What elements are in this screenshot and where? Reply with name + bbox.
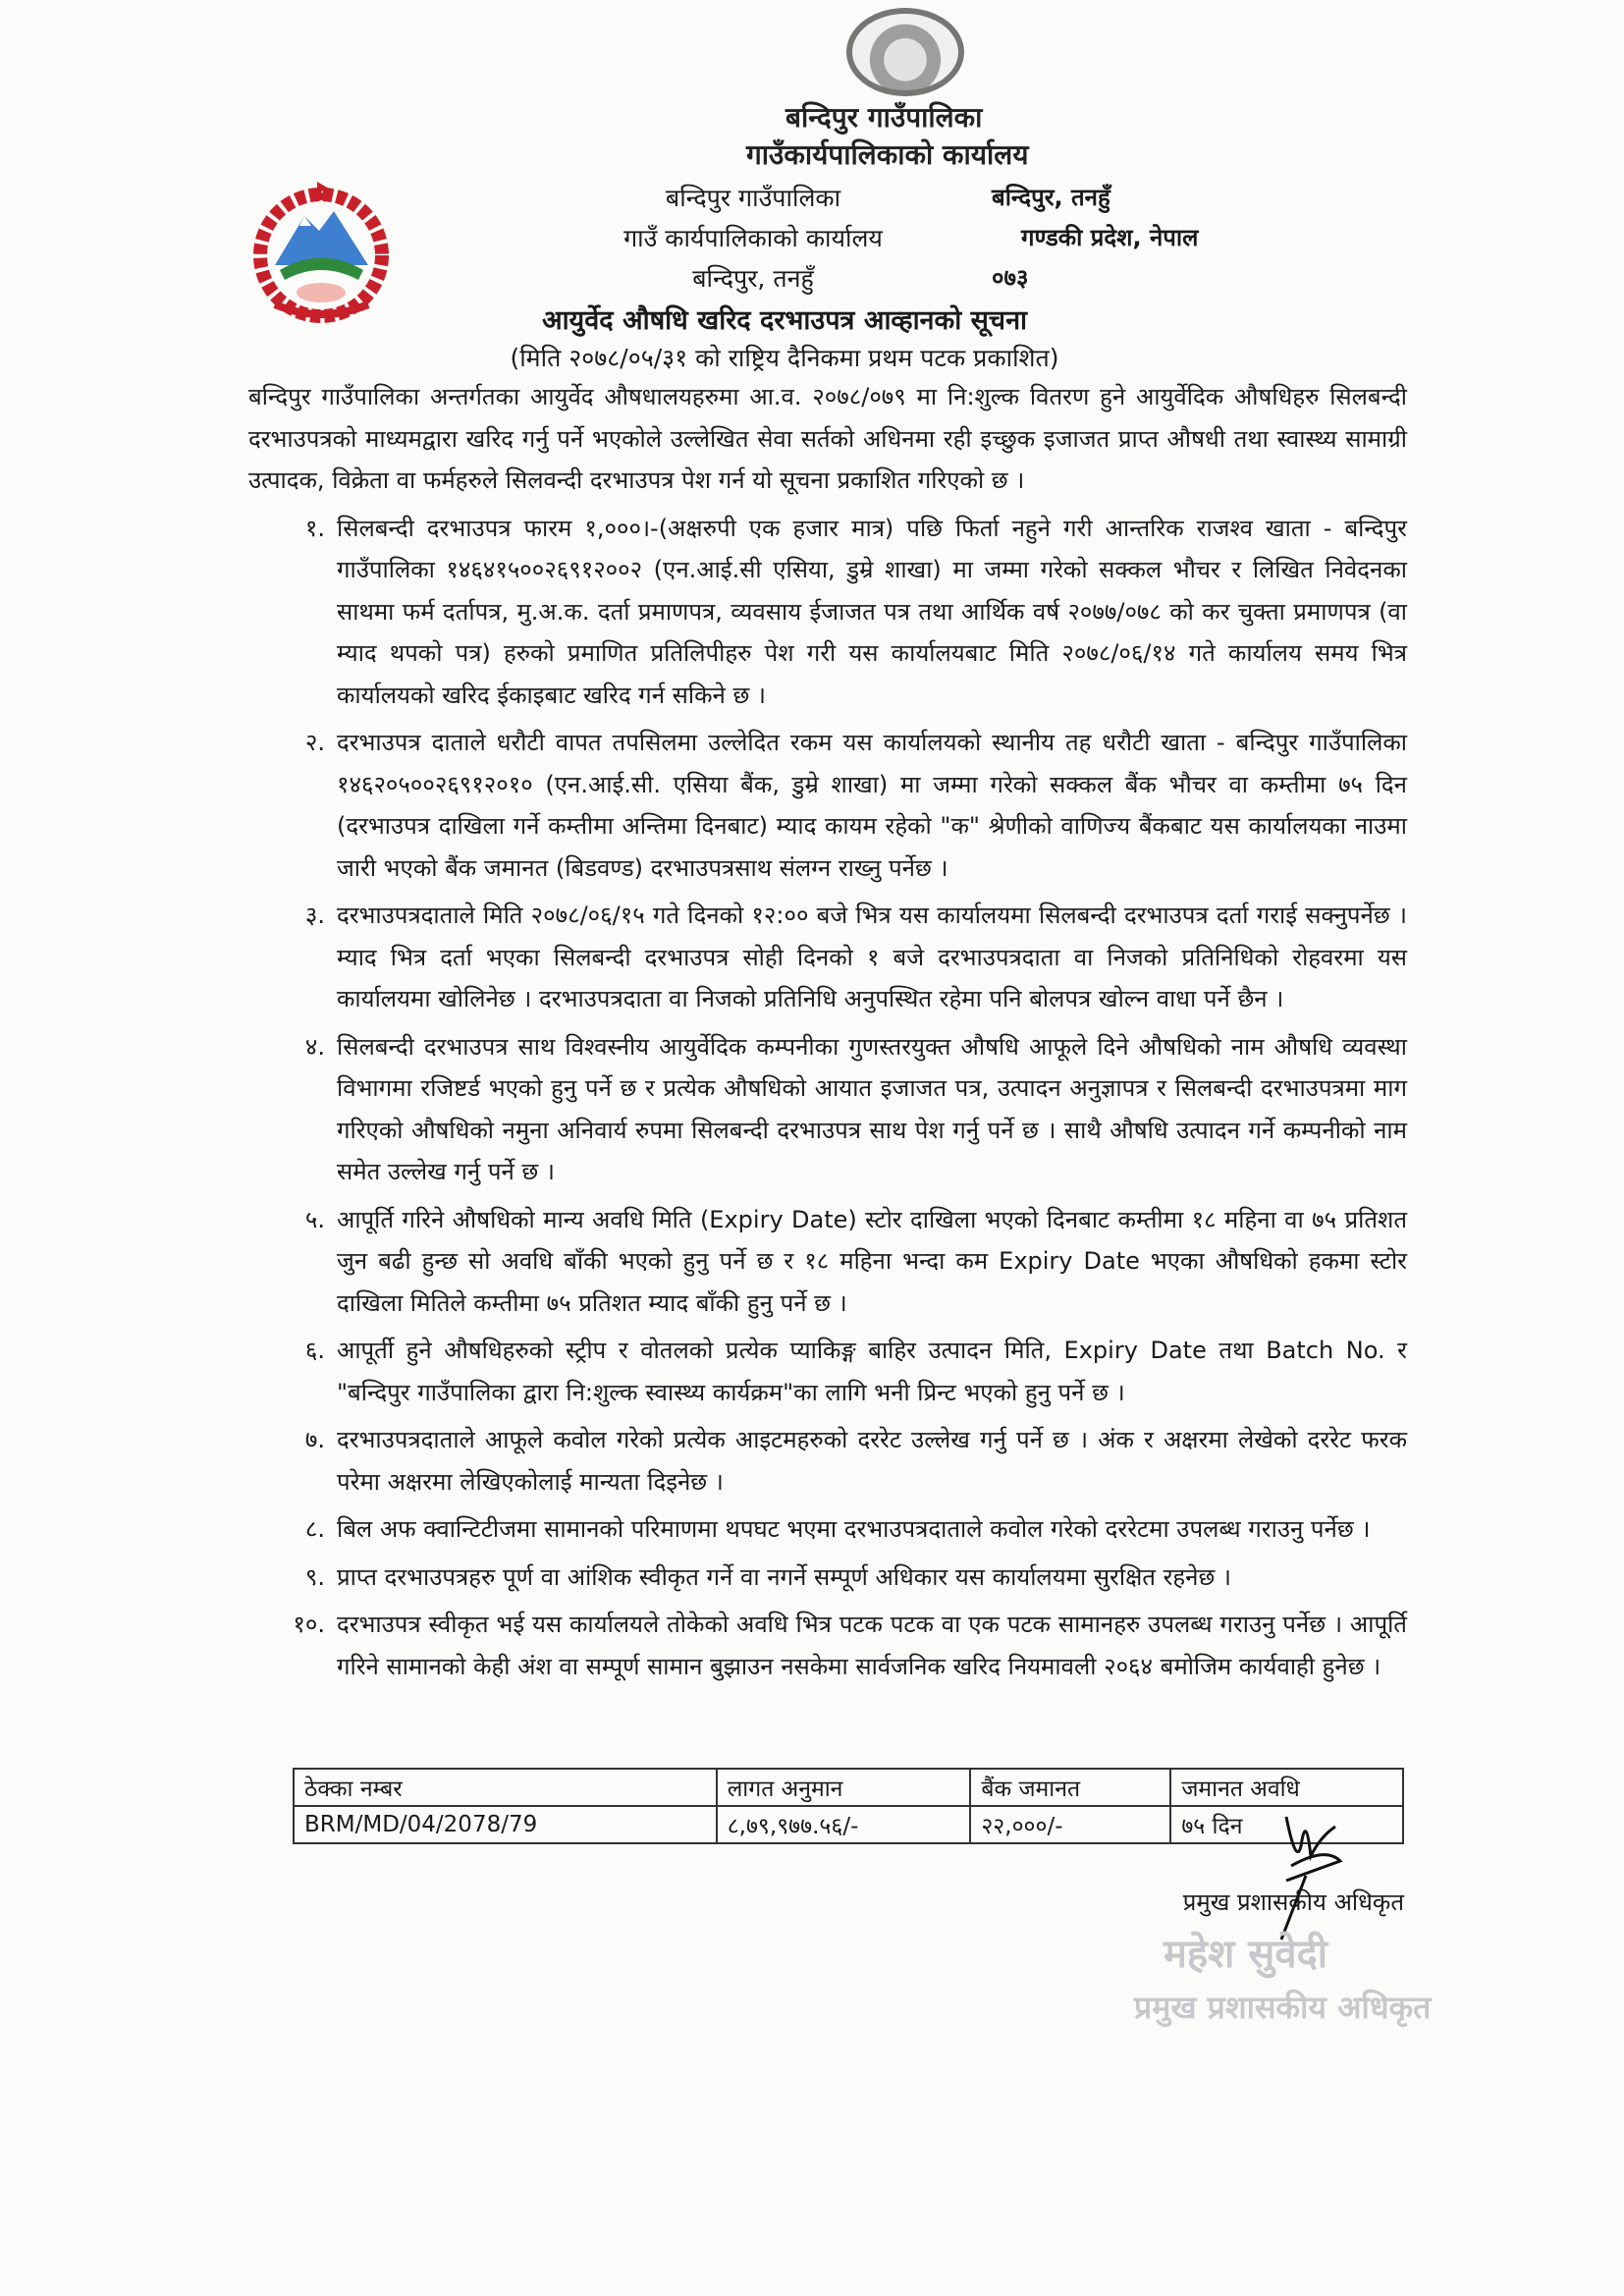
name-stamp: महेश सुवेदी — [1164, 1932, 1328, 1977]
condition-item — [248, 1557, 1407, 1599]
header-contract-number: ठेक्का नम्बर — [294, 1769, 717, 1806]
header-bank-guarantee: बैंक जमानत — [970, 1769, 1170, 1806]
seal-stamp-line2: गाउँकार्यपालिकाको कार्यालय — [746, 138, 1029, 171]
condition-item — [248, 508, 1407, 717]
notice-title: आयुर्वेद औषधि खरिद दरभाउपत्र आव्हानको सूचना — [541, 305, 1028, 336]
letterhead-address: बन्दिपुर, तनहुँ — [692, 264, 814, 293]
condition-text: आपूर्ति गरिने औषधिको मान्य अवधि मिति (Expiry Date) स्टोर दाखिला भएको दिनबाट कम्तीमा १८ महिना वा ७५ प्रतिशत जुन बढी हुन्छ सो अवधि बाँकी भएको हुनु पर्ने छ र १८ महिना भन्दा कम Expiry Date भएका औषधिको हकमा स्टोर दाखिला मितिले कम्तीमा ७५ प्रतिशत म्याद बाँकी हुनु पर्ने छ । — [337, 1205, 1407, 1317]
seal-stamp-line1: बन्दिपुर गाउँपालिका — [785, 101, 983, 134]
condition-item — [248, 1026, 1407, 1193]
condition-item — [248, 895, 1407, 1020]
conditions-list — [248, 508, 1407, 1688]
condition-number: ७. — [304, 1426, 325, 1453]
condition-text: दरभाउपत्रदाताले आफूले कवोल गरेको प्रत्येक आइटमहरुको दररेट उल्लेख गर्नु पर्ने छ । अंक र अक्षरमा लेखेको दररेट फरक परेमा अक्षरमा लेखिएकोलाई मान्यता दिइनेछ । — [337, 1426, 1407, 1496]
table-header-row — [294, 1769, 1403, 1806]
handwritten-signature — [1267, 1807, 1355, 1944]
notice-subtitle: (मिति २०७८/०५/३१ को राष्ट्रिय दैनिकमा प्रथम पटक प्रकाशित) — [510, 344, 1059, 372]
condition-text: दरभाउपत्र स्वीकृत भई यस कार्यालयले तोकेको अवधि भित्र पटक पटक वा एक पटक सामानहरु उपलब्ध गराउनु पर्नेछ । आपूर्ति गरिने सामानको केही अंश वा सम्पूर्ण सामान बुझाउन नसकेमा सार्वजनिक खरिद नियमावली २०६४ बमोजिम कार्यवाही हुनेछ । — [337, 1611, 1407, 1680]
letterhead-municipality: बन्दिपुर गाउँपालिका — [665, 184, 841, 212]
notice-intro: बन्दिपुर गाउँपालिका अन्तर्गतका आयुर्वेद औषधालयहरुमा आ.व. २०७८/०७९ मा नि:शुल्क वितरण हुने आयुर्वेदिक औषधिहरु सिलबन्दी दरभाउपत्रको माध्यमद्वारा खरिद गर्नु पर्ने भएकोले उल्लेखित सेवा सर्तको अधिनमा रही इच्छुक इजाजत प्राप्त औषधी तथा स्वास्थ्य सामाग्री उत्पादक, विक्रेता वा फर्महरुले सिलवन्दी दरभाउपत्र पेश गर्न यो सूचना प्रकाशित गरिएको छ । — [248, 383, 1407, 494]
stamp-overprint-number: ०७३ — [992, 264, 1029, 292]
title-stamp: प्रमुख प्रशासकीय अधिकृत — [1134, 1989, 1432, 2026]
condition-text: सिलबन्दी दरभाउपत्र साथ विश्वस्नीय आयुर्वेदिक कम्पनीका गुणस्तरयुक्त औषधि आफूले दिने औषधिको नाम औषधि व्यवस्था विभागमा रजिष्टर्ड भएको हुनु पर्ने छ र प्रत्येक औषधिको आयात इजाजत पत्र, उत्पादन अनुज्ञापत्र र सिलबन्दी दरभाउपत्रमा माग गरिएको औषधिको नमुना अनिवार्य रुपमा सिलबन्दी दरभाउपत्र साथ पेश गर्नु पर्ने छ । साथै औषधि उत्पादन गर्ने कम्पनीको नाम समेत उल्लेख गर्नु पर्ने छ । — [337, 1032, 1407, 1185]
condition-text: बिल अफ क्वान्टिटीजमा सामानको परिमाणमा थपघट भएमा दरभाउपत्रदाताले कवोल गरेको दररेटमा उपलब्ध गराउनु पर्नेछ । — [337, 1515, 1371, 1543]
condition-text: प्राप्त दरभाउपत्रहरु पूर्ण वा आंशिक स्वीकृत गर्ने वा नगर्ने सम्पूर्ण अधिकार यस कार्यालयमा सुरक्षित रहनेछ । — [337, 1562, 1232, 1591]
header-cost-estimate: लागत अनुमान — [717, 1769, 971, 1806]
condition-item — [248, 722, 1407, 889]
condition-item — [248, 1419, 1407, 1503]
cell-contract-number: BRM/MD/04/2078/79 — [294, 1806, 717, 1843]
condition-text: दरभाउपत्रदाताले मिति २०७८/०६/१५ गते दिनको १२:०० बजे भित्र यस कार्यालयमा सिलबन्दी दरभाउपत्र दर्ता गराई सक्नुपर्नेछ । म्याद भित्र दर्ता भएका सिलबन्दी दरभाउपत्र सोही दिनको १ बजे दरभाउपत्रदाता वा निजको प्रतिनिधिको रोहवरमा यस कार्यालयमा खोलिनेछ । दरभाउपत्रदाता वा निजको प्रतिनिधि अनुपस्थित रहेमा पनि बोलपत्र खोल्न वाधा पर्ने छैन । — [337, 902, 1407, 1012]
condition-number: १. — [304, 514, 325, 542]
condition-item — [248, 1508, 1407, 1551]
stamp-overprint-location: बन्दिपुर, तनहुँ — [992, 184, 1110, 211]
condition-number: ८. — [304, 1515, 325, 1543]
condition-number: २. — [304, 729, 325, 756]
cell-guarantee-period: ७५ दिन — [1170, 1806, 1403, 1843]
notice-body — [248, 376, 1407, 1687]
condition-text: आपूर्ती हुने औषधिहरुको स्ट्रीप र वोतलको प्रत्येक प्याकिङ्ग बाहिर उत्पादन मिति, Expiry Date तथा Batch No. र "बन्दिपुर गाउँपालिका द्वारा नि:शुल्क स्वास्थ्य कार्यक्रम"का लागि भनी प्रिन्ट भएको हुनु पर्ने छ । — [337, 1337, 1407, 1406]
tender-table — [293, 1768, 1404, 1844]
cell-cost-estimate: ८,७९,९७७.५६/- — [717, 1806, 971, 1843]
condition-item — [248, 1199, 1407, 1325]
condition-number: १०. — [293, 1611, 325, 1638]
condition-number: ६. — [304, 1337, 325, 1364]
cell-bank-guarantee: २२,०००/- — [970, 1806, 1170, 1843]
condition-number: ३. — [304, 902, 325, 929]
signatory-title: प्रमुख प्रशासकीय अधिकृत — [1182, 1888, 1404, 1916]
condition-item — [248, 1330, 1407, 1413]
condition-number: ४. — [304, 1032, 325, 1061]
condition-number: ९. — [304, 1562, 325, 1591]
condition-number: ५. — [304, 1205, 325, 1233]
stamp-overprint-province: गण्डकी प्रदेश, नेपाल — [1021, 224, 1199, 251]
table-row — [294, 1806, 1403, 1843]
header-guarantee-period: जमानत अवधि — [1170, 1769, 1403, 1806]
condition-item — [248, 1604, 1407, 1687]
condition-text: दरभाउपत्र दाताले धरौटी वापत तपसिलमा उल्लेदित रकम यस कार्यालयको स्थानीय तह धरौटी खाता - बन्दिपुर गाउँपालिका १४६२०५००२६९१२०१० (एन.आई.सी. एसिया बैंक, डुम्रे शाखा) मा जम्मा गरेको सक्कल बैंक भौचर वा कम्तीमा ७५ दिन (दरभाउपत्र दाखिला गर्ने कम्तीमा अन्तिमा दिनबाट) म्याद कायम रहेको "क" श्रेणीको वाणिज्य बैंकबाट यस कार्यालयका नाउमा जारी भएको बैंक जमानत (बिडवण्ड) दरभाउपत्रसाथ संलग्न राख्नु पर्नेछ । — [337, 729, 1407, 882]
condition-text: सिलबन्दी दरभाउपत्र फारम १,०००।-(अक्षरुपी एक हजार मात्र) पछि फिर्ता नहुने गरी आन्तरिक राजश्व खाता - बन्दिपुर गाउँपालिका १४६४१५००२६९१२००२ (एन.आई.सी एसिया, डुम्रे शाखा) मा जम्मा गरेको सक्कल भौचर र लिखित निवेदनका साथमा फर्म दर्तापत्र, मु.अ.क. दर्ता प्रमाणपत्र, व्यवसाय ईजाजत पत्र तथा आर्थिक वर्ष २०७७/०७८ को कर चुक्ता प्रमाणपत्र (वा म्याद थपको पत्र) हरुको प्रमाणित प्रतिलिपीहरु पेश गरी यस कार्यालयबाट मिति २०७८/०६/१४ गते कार्यालय समय भित्र कार्यालयको खरिद ईकाइबाट खरिद गर्न सकिने छ । — [337, 514, 1407, 709]
office-seal — [846, 8, 964, 96]
letterhead-office: गाउँ कार्यपालिकाको कार्यालय — [623, 224, 883, 252]
